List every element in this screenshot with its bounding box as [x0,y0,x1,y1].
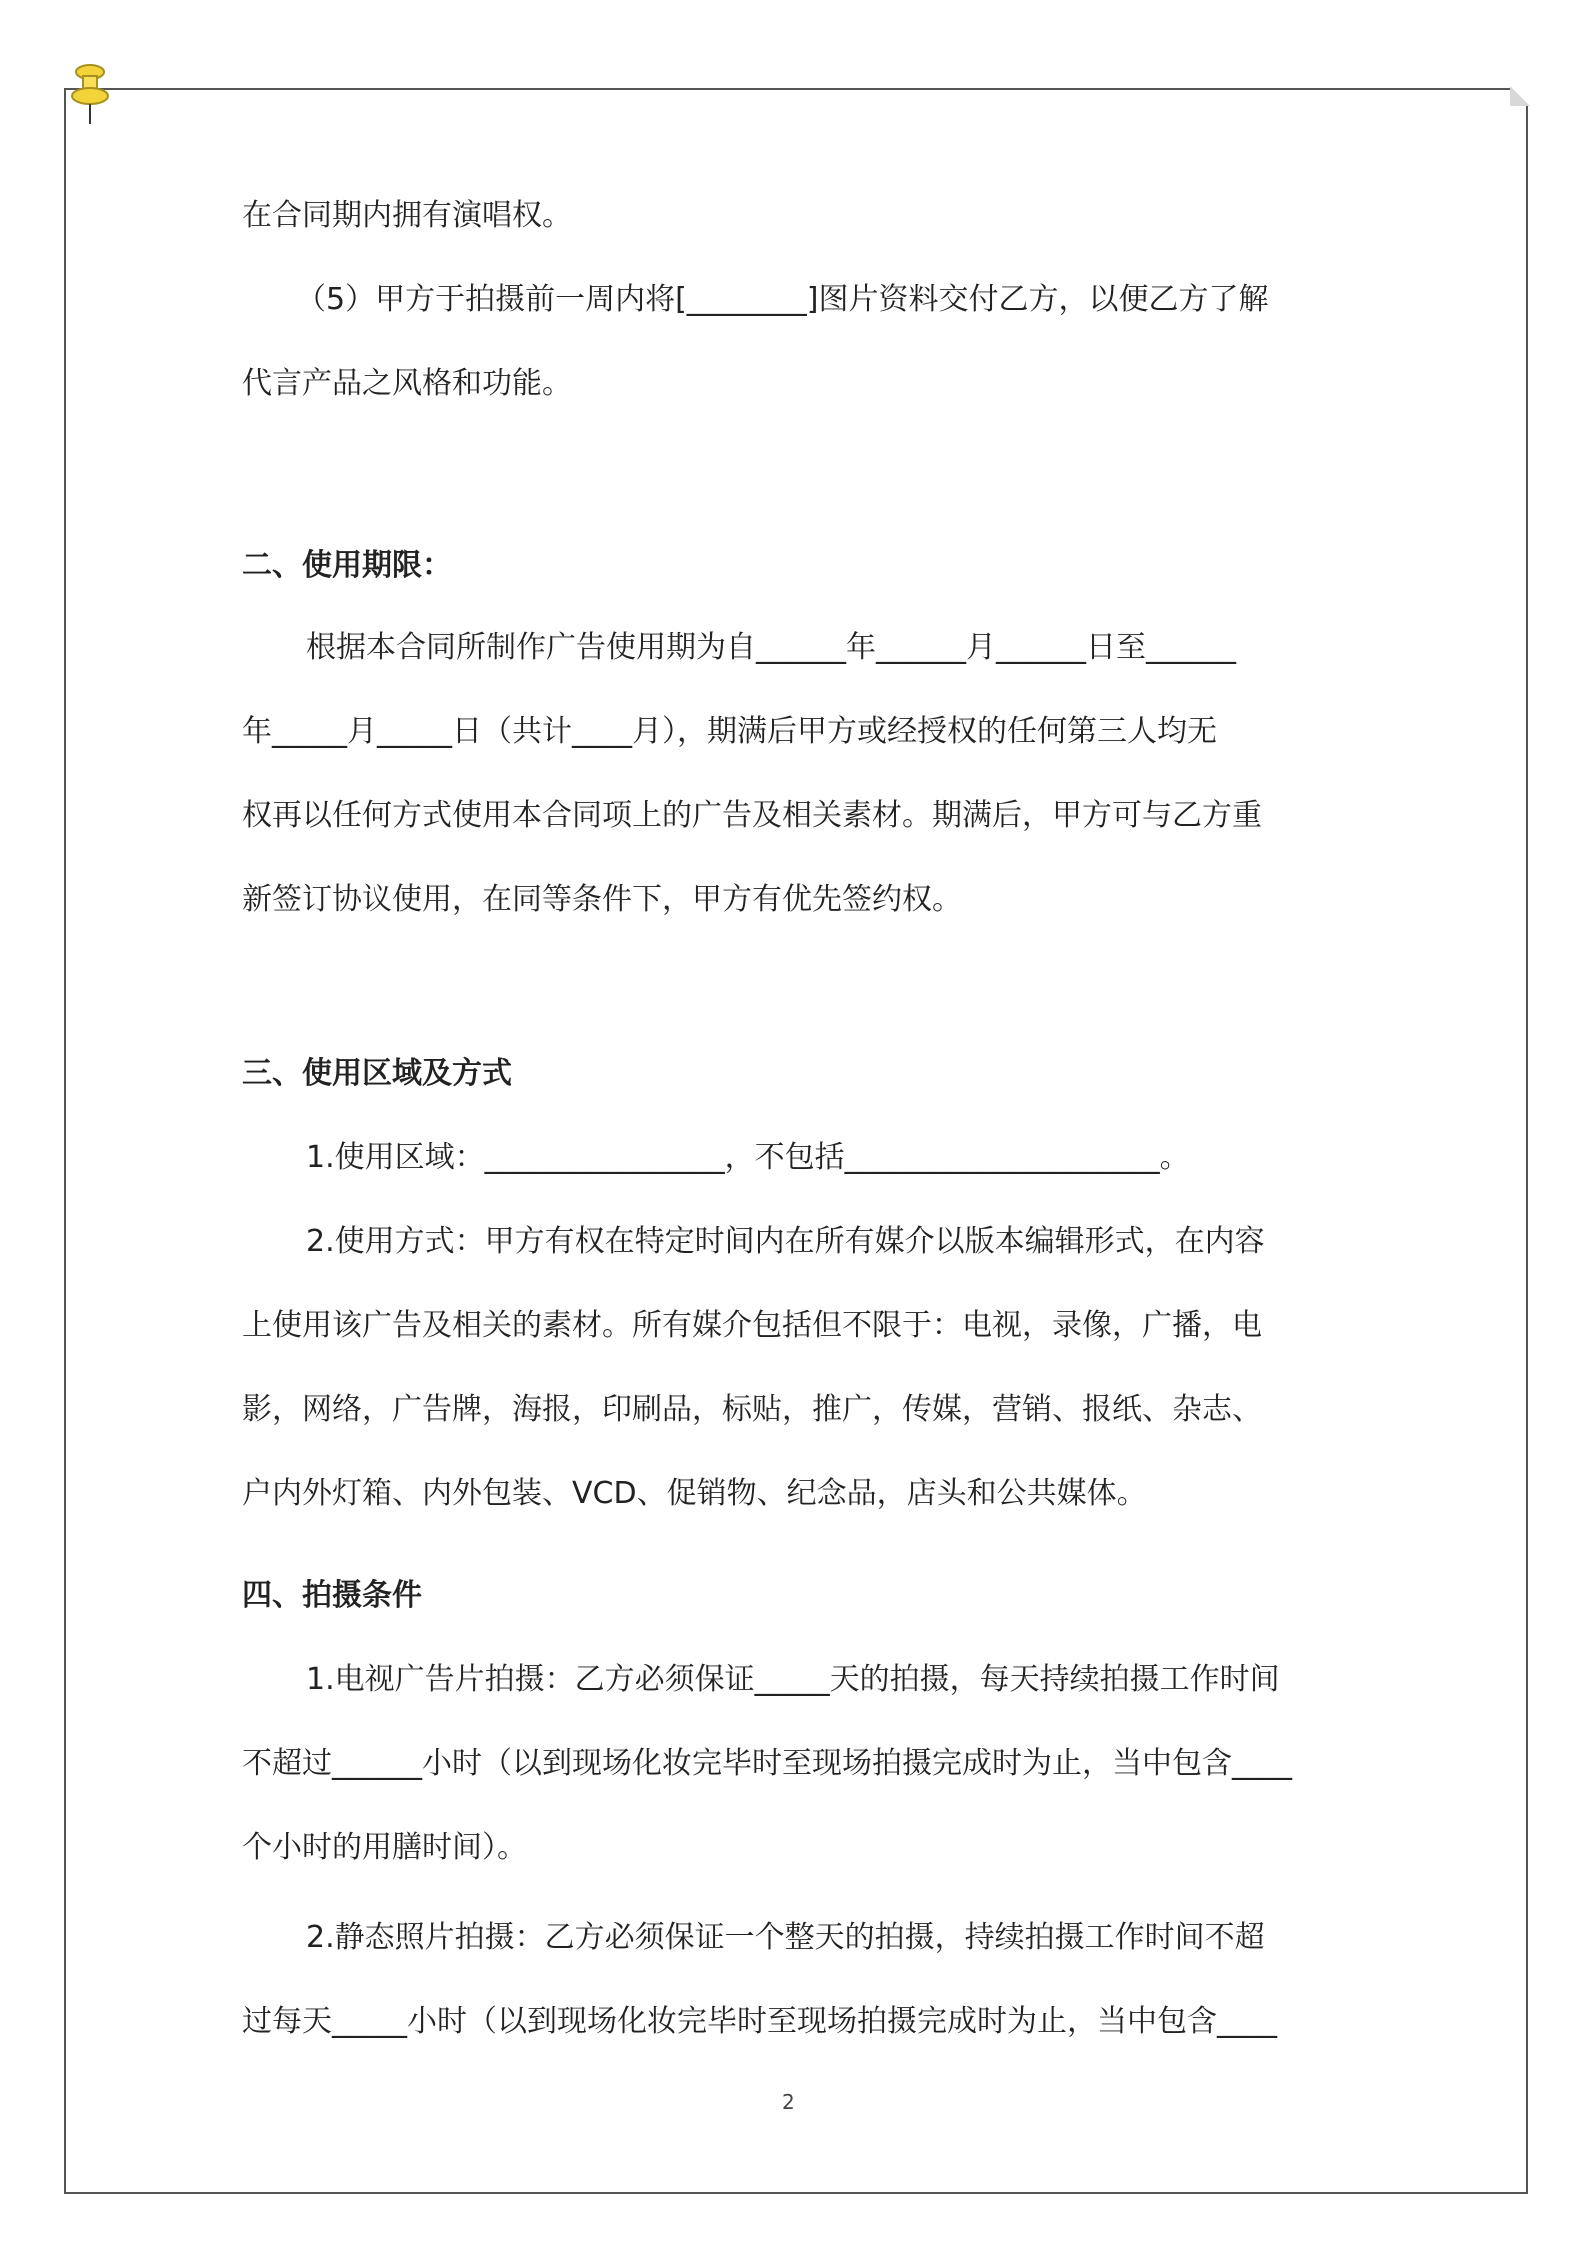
page-number: 2 [782,2090,795,2114]
text-line: 不超过______小时（以到现场化妆完毕时至现场拍摄完成时为止，当中包含____ [242,1746,1292,1781]
text-line: 代言产品之风格和功能。 [242,366,572,401]
text-line: 1.使用区域：________________，不包括_____________________。 [306,1140,1190,1175]
section-heading: 四、拍摄条件 [242,1578,422,1613]
text-line: 影，网络，广告牌，海报，印刷品，标贴，推广，传媒，营销、报纸、杂志、 [242,1392,1262,1427]
text-line: 根据本合同所制作广告使用期为自______年______月______日至______ [306,630,1236,665]
text-line: 上使用该广告及相关的素材。所有媒介包括但不限于：电视，录像，广播，电 [242,1308,1262,1343]
text-line: 2.使用方式：甲方有权在特定时间内在所有媒介以版本编辑形式，在内容 [306,1224,1265,1259]
section-heading: 二、使用期限： [242,548,452,583]
section-heading: 三、使用区域及方式 [242,1056,512,1091]
text-line: 过每天_____小时（以到现场化妆完毕时至现场拍摄完成时为止，当中包含____ [242,2004,1277,2039]
text-line: 个小时的用膳时间）。 [242,1830,527,1865]
text-line: 权再以任何方式使用本合同项上的广告及相关素材。期满后，甲方可与乙方重 [242,798,1262,833]
text-line: 2.静态照片拍摄：乙方必须保证一个整天的拍摄，持续拍摄工作时间不超 [306,1920,1265,1955]
text-line: 1.电视广告片拍摄：乙方必须保证_____天的拍摄，每天持续拍摄工作时间 [306,1662,1280,1697]
pushpin-icon [70,62,110,126]
text-line: 在合同期内拥有演唱权。 [242,198,572,233]
page-corner-fold [1510,86,1530,106]
text-line: 户内外灯箱、内外包装、VCD、促销物、纪念品，店头和公共媒体。 [242,1476,1147,1511]
text-line: （5）甲方于拍摄前一周内将[________]图片资料交付乙方，以便乙方了解 [296,282,1269,317]
text-line: 新签订协议使用，在同等条件下，甲方有优先签约权。 [242,882,962,917]
text-line: 年_____月_____日（共计____月），期满后甲方或经授权的任何第三人均无 [242,714,1217,749]
